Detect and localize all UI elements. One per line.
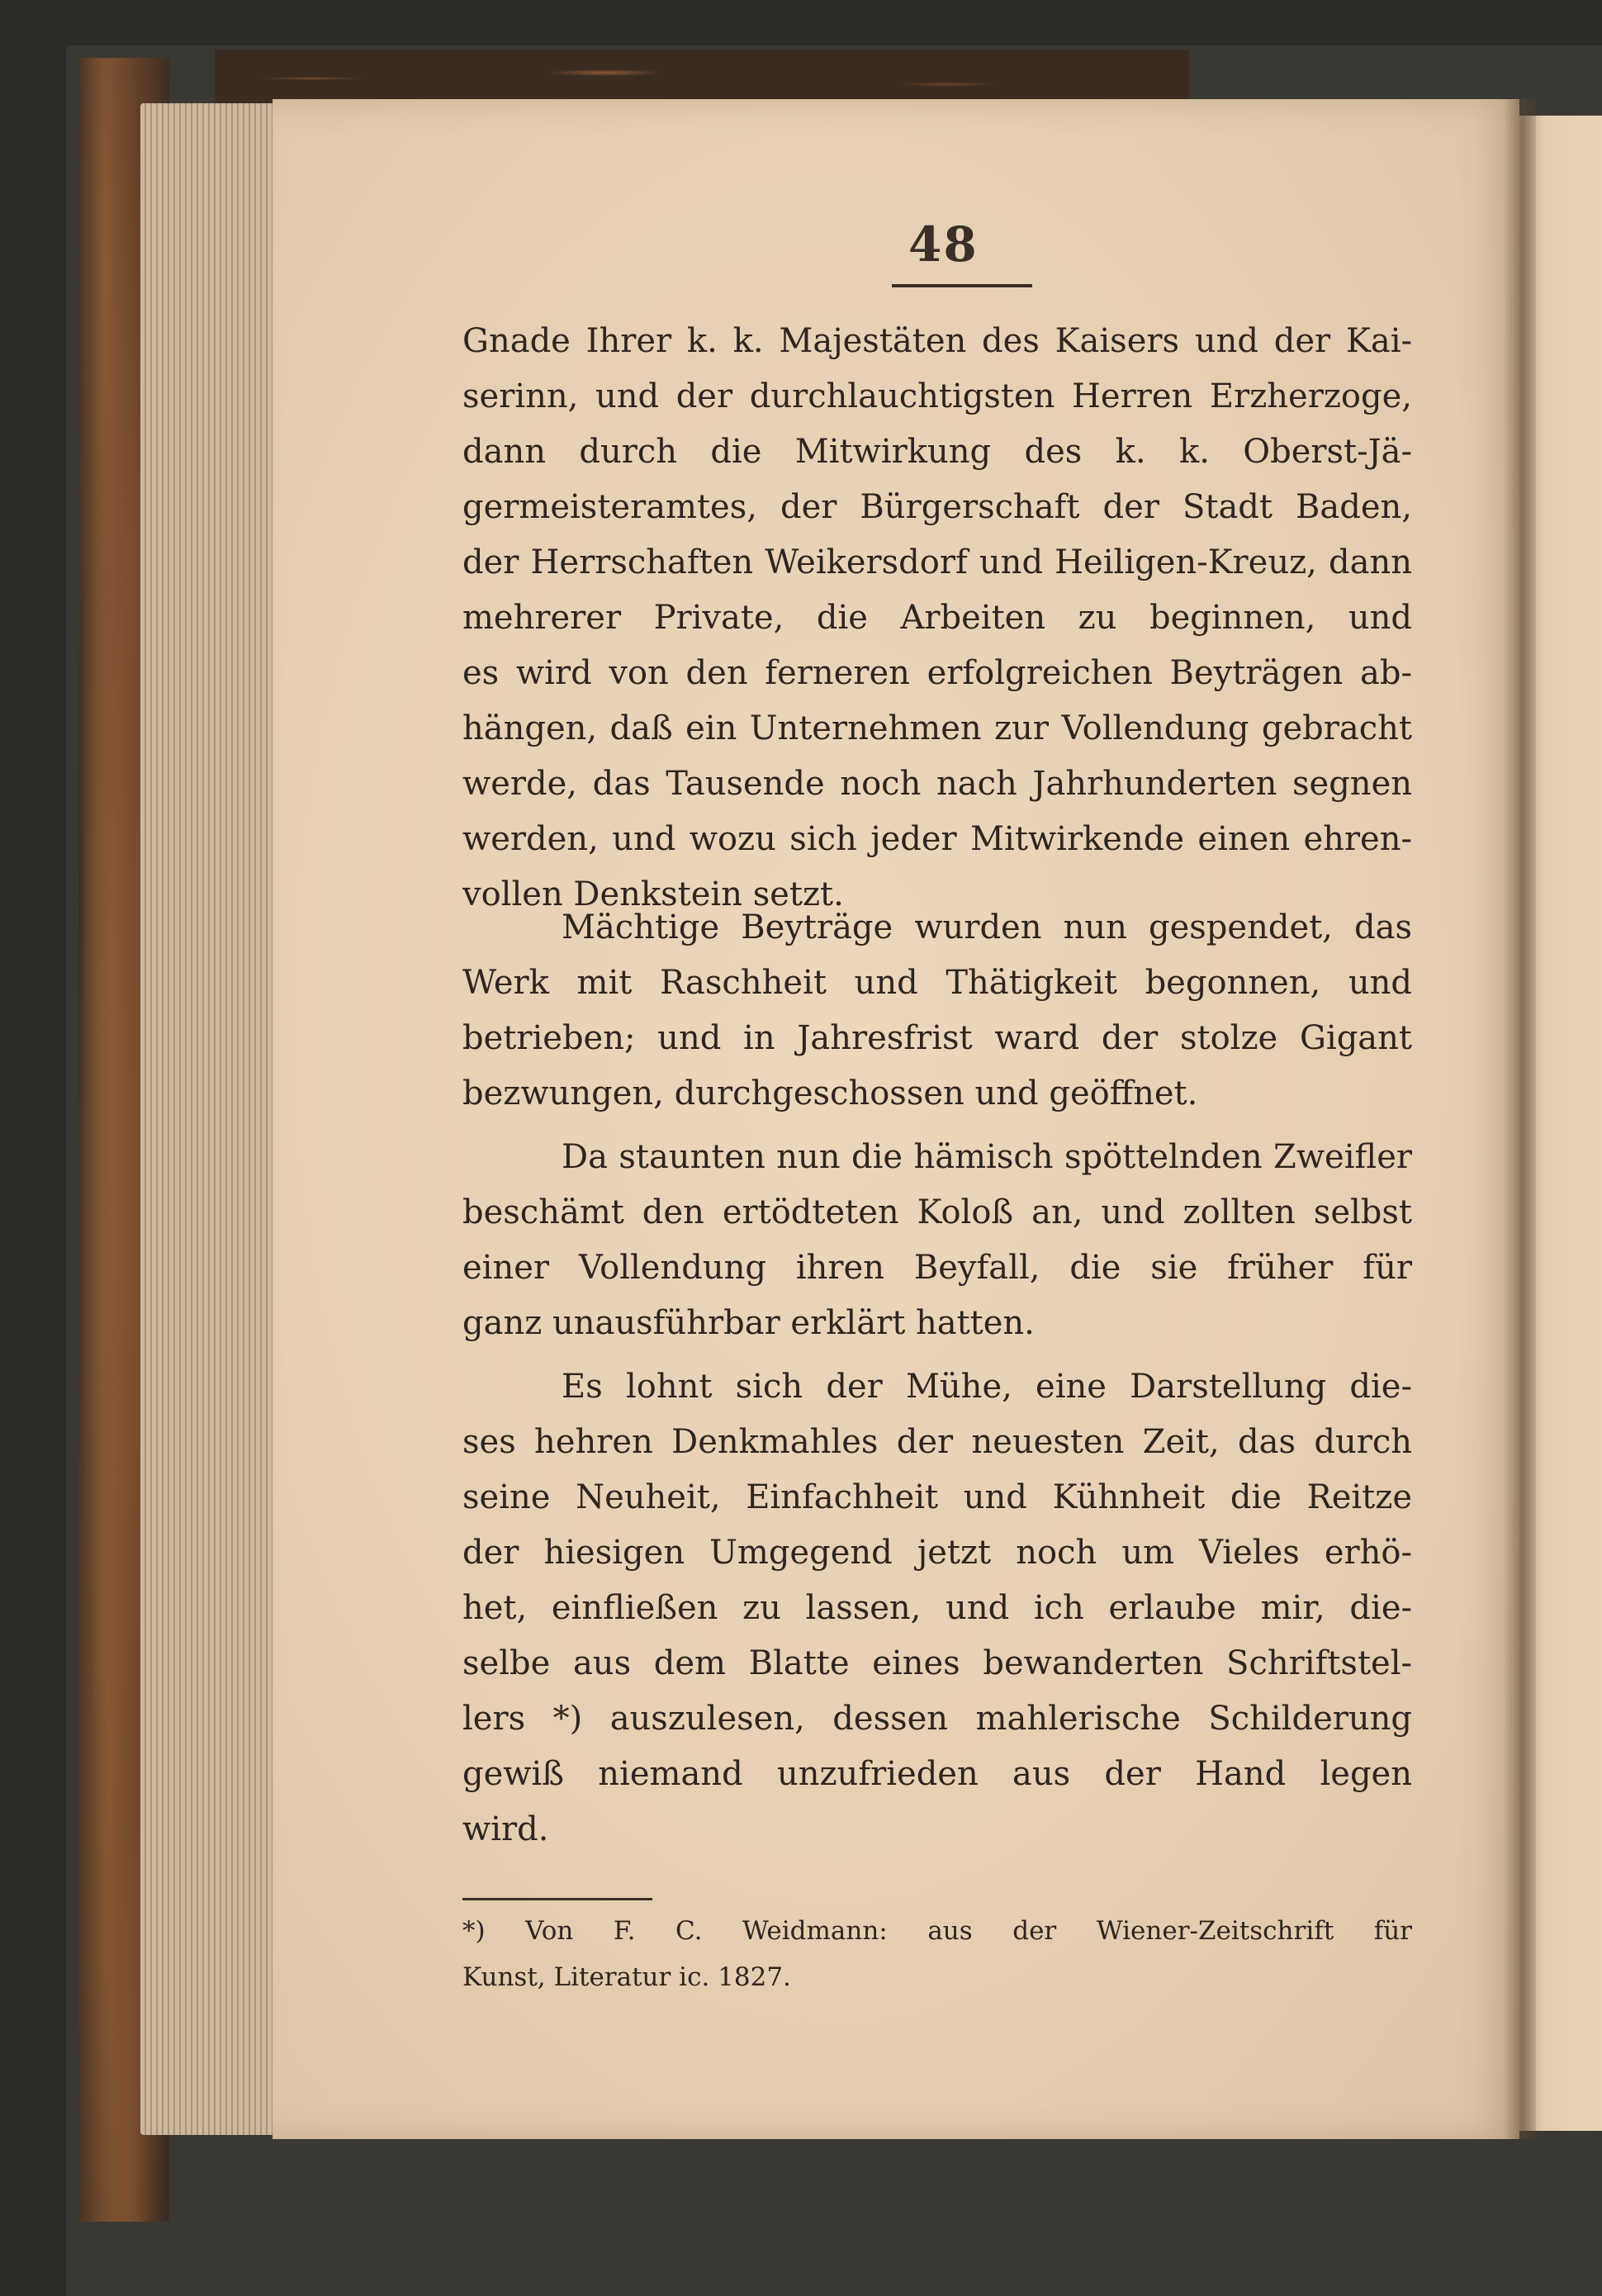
paragraph-2: [462, 900, 1412, 1122]
page-number: 48: [908, 216, 979, 273]
text-line: dann durch die Mitwirkung des k. k. Oberst-Jä-: [462, 433, 1412, 471]
text-line: het, einfließen zu lassen, und ich erlaube mir, die-: [462, 1589, 1412, 1627]
paragraph-4: [462, 1359, 1412, 1857]
text-line: vollen Denkstein setzt.: [462, 875, 844, 913]
text-line: Es lohnt sich der Mühe, eine Darstellung die-: [562, 1368, 1412, 1406]
text-line: serinn, und der durchlauchtigsten Herren Erzherzoge,: [462, 377, 1412, 415]
footnote-rule: [462, 1898, 652, 1900]
text-line: bezwungen, durchgeschossen und geöffnet.: [462, 1074, 1198, 1112]
text-line: werde, das Tausende noch nach Jahrhunderten segnen: [462, 765, 1412, 803]
text-line: hängen, daß ein Unternehmen zur Vollendung gebracht: [462, 709, 1412, 747]
paragraph-3: [462, 1130, 1412, 1351]
text-line: selbe aus dem Blatte eines bewanderten Schriftstel-: [462, 1644, 1412, 1682]
footnote: [462, 1908, 1412, 2000]
text-line: Werk mit Raschheit und Thätigkeit begonnen, und: [462, 964, 1412, 1002]
text-line: mehrerer Private, die Arbeiten zu beginnen, und: [462, 599, 1412, 637]
page-gutter-shadow: [1503, 99, 1536, 2139]
text-line: Mächtige Beyträge wurden nun gespendet, das: [562, 908, 1412, 946]
text-line: gewiß niemand unzufrieden aus der Hand legen: [462, 1755, 1412, 1793]
text-line: der Herrschaften Weikersdorf und Heiligen-Kreuz, dann: [462, 543, 1412, 581]
text-line: der hiesigen Umgegend jetzt noch um Vieles erhö-: [462, 1534, 1412, 1572]
footnote-line: Kunst, Literatur ic. 1827.: [462, 1962, 791, 1992]
text-line: betrieben; und in Jahresfrist ward der stolze Gigant: [462, 1019, 1412, 1057]
text-line: Gnade Ihrer k. k. Majestäten des Kaisers und der Kai-: [462, 322, 1412, 360]
header-rule: [892, 284, 1032, 287]
text-line: ses hehren Denkmahles der neuesten Zeit, das durch: [462, 1423, 1412, 1461]
paragraph-1: [462, 314, 1412, 923]
text-line: lers *) auszulesen, dessen mahlerische Schilderung: [462, 1700, 1412, 1738]
text-line: es wird von den ferneren erfolgreichen Beyträgen ab-: [462, 654, 1412, 692]
text-line: beschämt den ertödteten Koloß an, und zollten selbst: [462, 1193, 1412, 1231]
text-line: seine Neuheit, Einfachheit und Kühnheit die Reitze: [462, 1478, 1412, 1516]
footnote-line: *) Von F. C. Weidmann: aus der Wiener-Zeitschrift für: [462, 1916, 1412, 1946]
page-edges: [140, 103, 273, 2135]
text-line: werden, und wozu sich jeder Mitwirkende einen ehren-: [462, 820, 1412, 858]
text-line: einer Vollendung ihren Beyfall, die sie früher für: [462, 1249, 1412, 1287]
text-line: wird.: [462, 1810, 549, 1848]
text-line: ganz unausführbar erklärt hatten.: [462, 1304, 1035, 1342]
text-line: germeisteramtes, der Bürgerschaft der Stadt Baden,: [462, 488, 1412, 526]
text-line: Da staunten nun die hämisch spöttelnden Zweifler: [562, 1138, 1412, 1176]
